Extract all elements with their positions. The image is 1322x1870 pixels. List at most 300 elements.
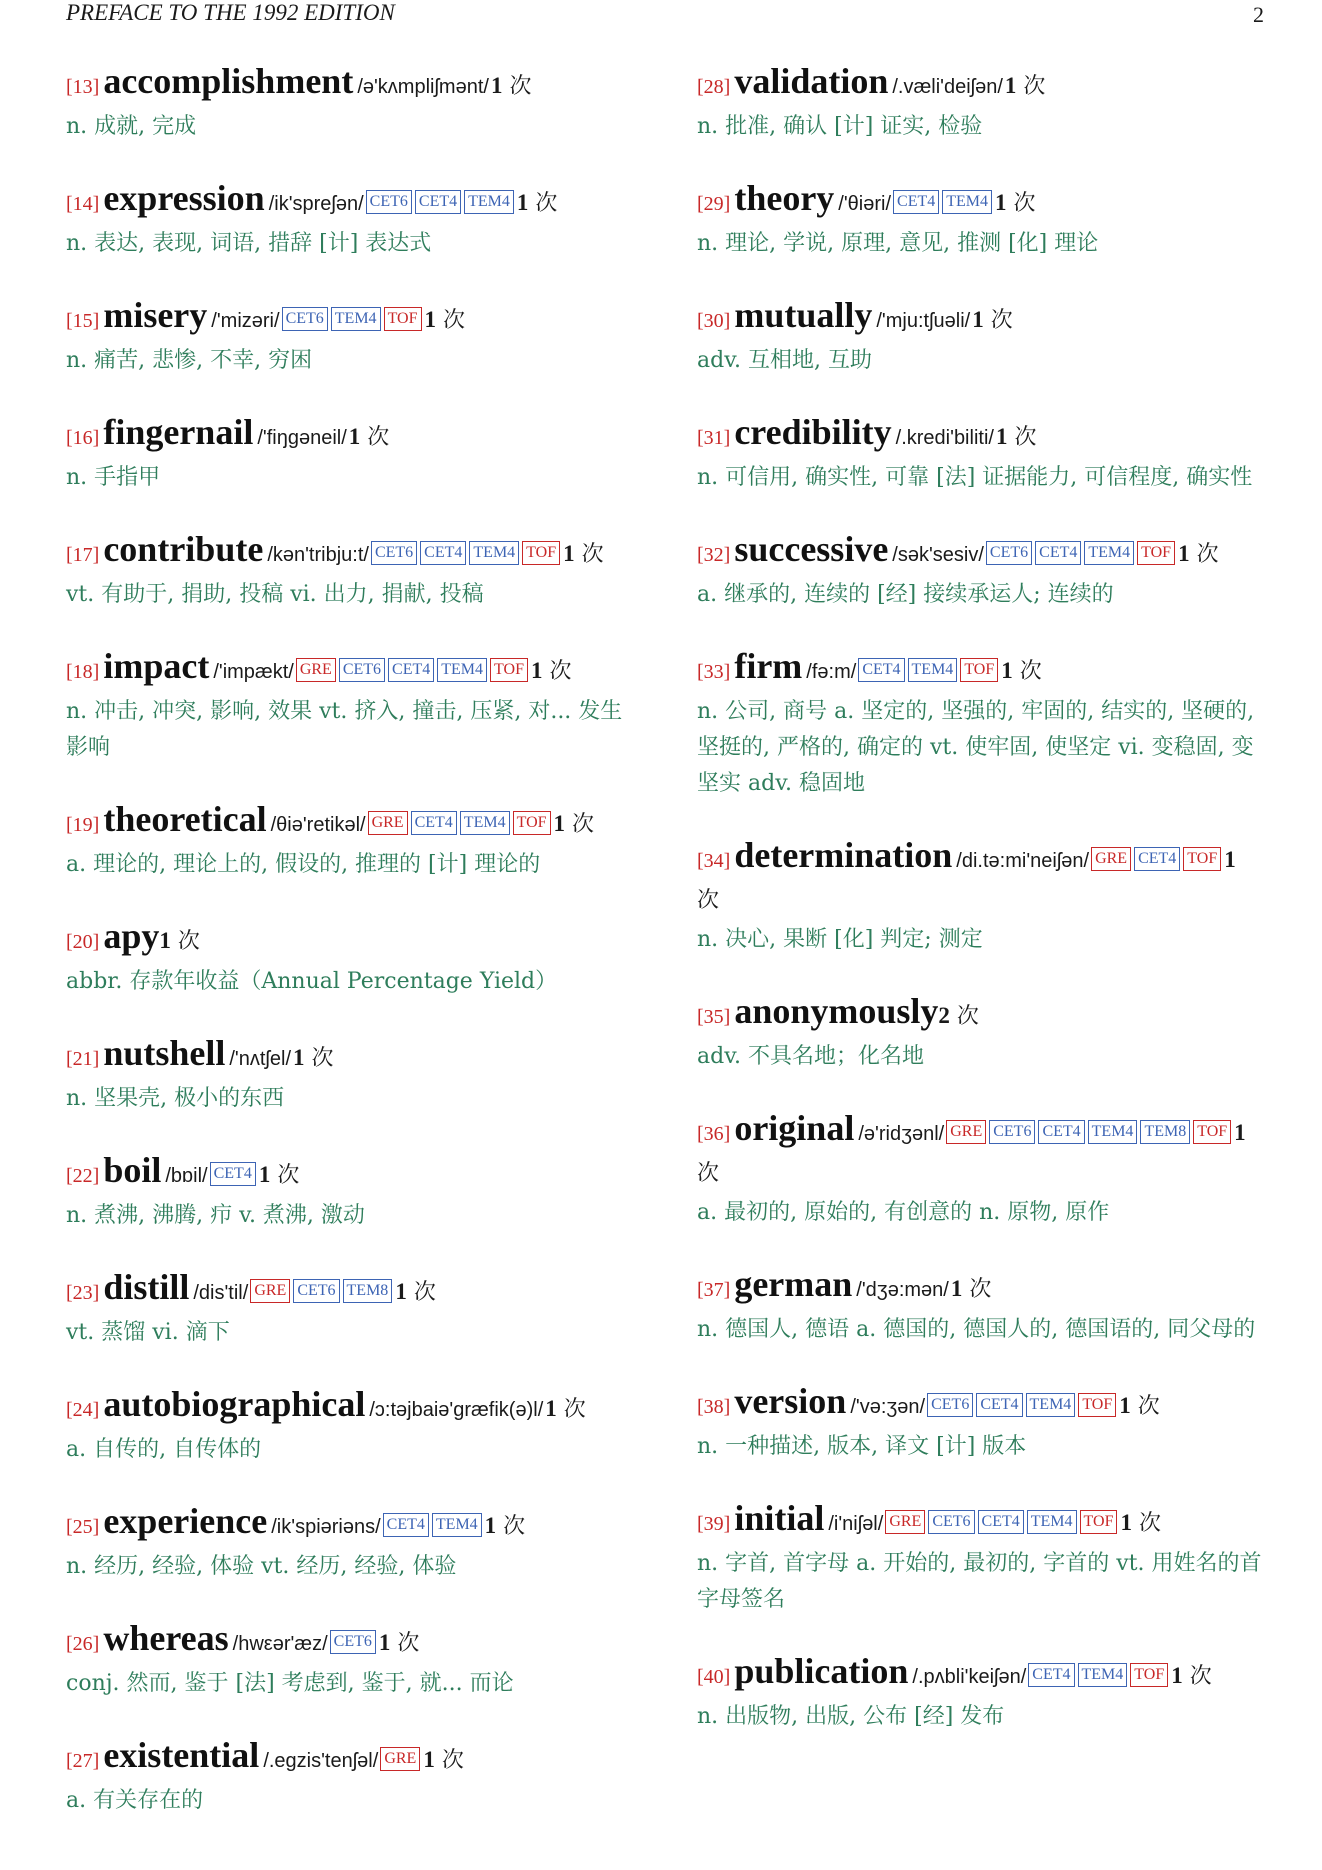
entry-index: [14] <box>66 193 100 215</box>
occurrence-count <box>259 1163 300 1188</box>
phonetic: /'dʒə:mən/ <box>856 1279 949 1301</box>
vocab-entry <box>66 1151 632 1234</box>
exam-tag: TEM4 <box>432 1513 482 1537</box>
exam-tag: TOF <box>522 541 560 565</box>
definition: a. 理论的, 理论上的, 假设的, 推理的 [计] 理论的 <box>66 852 541 877</box>
count-unit: 次 <box>969 1277 992 1302</box>
occurrence-count <box>531 659 572 684</box>
exam-tag: CET4 <box>411 811 457 835</box>
count-number: 1 <box>1004 73 1017 98</box>
count-unit: 次 <box>549 659 572 684</box>
entry-headline <box>697 1652 1263 1697</box>
phonetic: /.egzis'tenʃəl/ <box>263 1750 379 1772</box>
definition: vt. 有助于, 捐助, 投稿 vi. 出力, 捐献, 投稿 <box>66 582 484 607</box>
exam-tag: CET4 <box>415 190 461 214</box>
entry-headline <box>66 1034 632 1079</box>
entry-index: [16] <box>66 427 100 449</box>
exam-tag: TOF <box>1137 541 1175 565</box>
headword: determination <box>734 835 953 875</box>
exam-tag: GRE <box>1091 847 1131 871</box>
occurrence-count <box>491 74 532 99</box>
count-number: 1 <box>995 424 1008 449</box>
exam-tag: CET6 <box>293 1279 339 1303</box>
entry-index: [38] <box>697 1396 731 1418</box>
right-column <box>697 62 1263 1769</box>
count-unit: 次 <box>572 812 595 837</box>
occurrence-count <box>563 542 604 567</box>
headword: accomplishment <box>103 61 354 101</box>
occurrence-count <box>159 929 200 954</box>
entry-headline <box>697 296 1263 341</box>
count-unit: 次 <box>177 929 200 954</box>
entry-index: [28] <box>697 76 731 98</box>
entry-index: [40] <box>697 1666 731 1688</box>
exam-tag: TEM8 <box>343 1279 393 1303</box>
entry-headline <box>697 1382 1263 1427</box>
headword: impact <box>103 646 210 686</box>
occurrence-count <box>517 191 558 216</box>
vocab-entry <box>66 62 632 145</box>
phonetic: /'mju:tʃuəli/ <box>876 310 971 332</box>
exam-tag: TEM8 <box>1140 1120 1190 1144</box>
definition: n. 一种描述, 版本, 译文 [计] 版本 <box>697 1434 1027 1459</box>
exam-tag: TOF <box>490 658 528 682</box>
exam-tag: CET6 <box>989 1120 1035 1144</box>
vocab-entry <box>697 1265 1263 1348</box>
definition: n. 可信用, 确实性, 可靠 [法] 证据能力, 可信程度, 确实性 <box>697 465 1253 490</box>
entry-index: [26] <box>66 1633 100 1655</box>
count-unit: 次 <box>397 1631 420 1656</box>
page-title: PREFACE TO THE 1992 EDITION <box>66 0 395 25</box>
occurrence-count <box>485 1514 526 1539</box>
count-number: 1 <box>348 424 361 449</box>
definition: n. 成就, 完成 <box>66 114 197 139</box>
phonetic: /fə:m/ <box>806 661 857 683</box>
entry-index: [18] <box>66 661 100 683</box>
count-number: 1 <box>1001 658 1013 683</box>
entry-index: [25] <box>66 1516 100 1538</box>
definition: conj. 然而, 鉴于 [法] 考虑到, 鉴于, 就... 而论 <box>66 1671 514 1696</box>
entry-index: [27] <box>66 1750 100 1772</box>
headword: expression <box>103 178 265 218</box>
entry-headline <box>66 647 632 692</box>
count-number: 1 <box>972 307 984 332</box>
definition: n. 痛苦, 悲惨, 不幸, 穷困 <box>66 348 313 373</box>
exam-tag: GRE <box>296 658 336 682</box>
vocab-entry <box>697 992 1263 1075</box>
exam-tag: CET4 <box>383 1513 429 1537</box>
headword: boil <box>103 1150 162 1190</box>
headword: whereas <box>103 1618 229 1658</box>
definition: n. 出版物, 出版, 公布 [经] 发布 <box>697 1704 1005 1729</box>
exam-tag: TOF <box>1080 1510 1118 1534</box>
count-number: 1 <box>423 1747 435 1772</box>
vocab-entry <box>66 1619 632 1702</box>
phonetic: /sək'sesiv/ <box>892 544 984 566</box>
entry-index: [31] <box>697 427 731 449</box>
exam-tag: CET4 <box>978 1510 1024 1534</box>
entry-index: [21] <box>66 1048 100 1070</box>
headword: version <box>734 1381 847 1421</box>
occurrence-count <box>1171 1664 1212 1689</box>
headword: misery <box>103 295 208 335</box>
entry-index: [22] <box>66 1165 100 1187</box>
count-number: 1 <box>995 190 1007 215</box>
count-number: 1 <box>1224 847 1236 872</box>
entry-headline <box>66 62 632 107</box>
count-number: 1 <box>545 1396 557 1421</box>
count-unit: 次 <box>277 1163 300 1188</box>
headword: credibility <box>734 412 892 452</box>
count-unit: 次 <box>443 308 466 333</box>
vocab-entry <box>697 530 1263 613</box>
phonetic: /'fiŋɡəneil/ <box>257 427 347 449</box>
entry-headline <box>66 530 632 575</box>
headword: firm <box>734 646 803 686</box>
phonetic: /kən'tribju:t/ <box>267 544 369 566</box>
page-header <box>66 0 1264 30</box>
count-unit: 次 <box>697 888 720 913</box>
exam-tag: TEM4 <box>1084 541 1134 565</box>
headword: contribute <box>103 529 264 569</box>
headword: mutually <box>734 295 873 335</box>
vocab-entry <box>66 179 632 262</box>
vocab-entry <box>66 1736 632 1819</box>
page-number: 2 <box>1253 2 1264 27</box>
headword: theory <box>734 178 835 218</box>
count-number: 1 <box>159 928 171 953</box>
entry-headline <box>697 413 1263 458</box>
occurrence-count <box>938 1004 979 1029</box>
entry-index: [32] <box>697 544 731 566</box>
exam-tag: TEM4 <box>1078 1663 1128 1687</box>
phonetic: /'θiəri/ <box>838 193 892 215</box>
occurrence-count <box>1120 1511 1161 1536</box>
phonetic: /dis'til/ <box>193 1282 249 1304</box>
entry-index: [24] <box>66 1399 100 1421</box>
occurrence-count <box>995 191 1036 216</box>
definition: n. 字首, 首字母 a. 开始的, 最初的, 字首的 vt. 用姓名的首字母签名 <box>697 1551 1262 1612</box>
entry-index: [37] <box>697 1279 731 1301</box>
exam-tag: CET4 <box>1035 541 1081 565</box>
count-unit: 次 <box>1137 1394 1160 1419</box>
exam-tag: CET4 <box>1028 1663 1074 1687</box>
entry-index: [20] <box>66 931 100 953</box>
headword: german <box>734 1264 853 1304</box>
count-number: 1 <box>1120 1510 1132 1535</box>
definition: n. 批准, 确认 [计] 证实, 检验 <box>697 114 983 139</box>
entry-headline <box>697 647 1263 692</box>
definition: abbr. 存款年收益（Annual Percentage Yield） <box>66 969 558 994</box>
count-number: 1 <box>530 658 543 683</box>
entry-headline <box>66 1736 632 1781</box>
exam-tag: TOF <box>1193 1120 1231 1144</box>
count-unit: 次 <box>441 1748 464 1773</box>
count-unit: 次 <box>1196 542 1219 567</box>
vocab-entry <box>66 1502 632 1585</box>
exam-tag: CET4 <box>210 1162 256 1186</box>
occurrence-count <box>996 425 1037 450</box>
count-number: 2 <box>938 1003 950 1028</box>
exam-tag: CET6 <box>330 1630 376 1654</box>
count-unit: 次 <box>1189 1664 1212 1689</box>
count-number: 1 <box>258 1162 271 1187</box>
entry-index: [35] <box>697 1006 731 1028</box>
phonetic: /.kredi'biliti/ <box>895 427 994 449</box>
count-unit: 次 <box>697 1161 720 1186</box>
occurrence-count <box>1178 542 1219 567</box>
exam-tag: TEM4 <box>469 541 519 565</box>
definition: a. 自传的, 自传体的 <box>66 1437 262 1462</box>
headword: autobiographical <box>103 1384 366 1424</box>
headword: fingernail <box>103 412 254 452</box>
phonetic: /i'niʃəl/ <box>828 1513 884 1535</box>
count-unit: 次 <box>503 1514 526 1539</box>
headword: initial <box>734 1498 825 1538</box>
exam-tag: GRE <box>946 1120 986 1144</box>
entry-headline <box>66 1502 632 1547</box>
entry-index: [19] <box>66 814 100 836</box>
exam-tag: CET6 <box>366 190 412 214</box>
headword: theoretical <box>103 799 267 839</box>
entry-index: [23] <box>66 1282 100 1304</box>
vocab-entry <box>66 530 632 613</box>
vocab-entry <box>697 1652 1263 1735</box>
vocab-entry <box>66 800 632 883</box>
count-unit: 次 <box>563 1397 586 1422</box>
phonetic: /.væli'deiʃən/ <box>892 76 1003 98</box>
occurrence-count <box>425 308 466 333</box>
count-number: 1 <box>1234 1120 1246 1145</box>
occurrence-count <box>1119 1394 1160 1419</box>
entry-headline <box>66 800 632 845</box>
entry-index: [15] <box>66 310 100 332</box>
exam-tag: TEM4 <box>1026 1393 1076 1417</box>
definition: a. 有关存在的 <box>66 1788 204 1813</box>
count-number: 1 <box>516 190 529 215</box>
entry-index: [36] <box>697 1123 731 1145</box>
definition: adv. 不具名地；化名地 <box>697 1044 925 1069</box>
occurrence-count <box>293 1046 334 1071</box>
count-number: 1 <box>553 811 566 836</box>
exam-tag: TOF <box>1130 1663 1168 1687</box>
vocab-entry <box>66 917 632 1000</box>
phonetic: /ə'kʌmpliʃmənt/ <box>357 76 489 98</box>
count-unit: 次 <box>535 191 558 216</box>
phonetic: /bɒil/ <box>165 1165 208 1187</box>
exam-tag: CET4 <box>976 1393 1022 1417</box>
occurrence-count <box>395 1280 436 1305</box>
exam-tag: TOF <box>1078 1393 1116 1417</box>
entry-headline <box>697 62 1263 107</box>
definition: a. 继承的, 连续的 [经] 接续承运人; 连续的 <box>697 582 1114 607</box>
count-number: 1 <box>490 73 503 98</box>
entry-headline <box>66 1385 632 1430</box>
entry-index: [17] <box>66 544 100 566</box>
occurrence-count <box>554 812 595 837</box>
exam-tag: TEM4 <box>908 658 958 682</box>
vocab-entry <box>66 296 632 379</box>
exam-tag: CET4 <box>893 190 939 214</box>
vocab-entry <box>697 1109 1263 1231</box>
headword: experience <box>103 1501 268 1541</box>
entry-headline <box>697 179 1263 224</box>
exam-tag: TEM4 <box>1027 1510 1077 1534</box>
occurrence-count <box>951 1277 992 1302</box>
exam-tag: CET4 <box>858 658 904 682</box>
headword: anonymously <box>734 991 939 1031</box>
count-unit: 次 <box>1023 74 1046 99</box>
phonetic: /di.tə:mi'neiʃən/ <box>956 850 1090 872</box>
entry-headline <box>697 1499 1263 1544</box>
phonetic: /ik'spreʃən/ <box>268 193 364 215</box>
exam-tag: GRE <box>368 811 408 835</box>
entry-index: [13] <box>66 76 100 98</box>
phonetic: /ɔ:təjbaiə'ɡræfik(ə)l/ <box>369 1399 544 1421</box>
exam-tag: TEM4 <box>942 190 992 214</box>
exam-tag: CET4 <box>420 541 466 565</box>
exam-tag: TEM4 <box>460 811 510 835</box>
entry-headline <box>66 1619 632 1664</box>
headword: original <box>734 1108 855 1148</box>
phonetic: /'impækt/ <box>213 661 294 683</box>
occurrence-count <box>423 1748 464 1773</box>
occurrence-count <box>972 308 1013 333</box>
phonetic: /hwεər'æz/ <box>232 1633 328 1655</box>
exam-tag: CET6 <box>928 1510 974 1534</box>
count-unit: 次 <box>1013 191 1036 216</box>
occurrence-count <box>1001 659 1042 684</box>
exam-tag: CET4 <box>1038 1120 1084 1144</box>
count-number: 1 <box>950 1276 963 1301</box>
definition: n. 经历, 经验, 体验 vt. 经历, 经验, 体验 <box>66 1554 457 1579</box>
count-unit: 次 <box>413 1280 436 1305</box>
vocab-entry <box>66 647 632 766</box>
exam-tag: CET6 <box>986 541 1032 565</box>
headword: distill <box>103 1267 190 1307</box>
exam-tag: TEM4 <box>1088 1120 1138 1144</box>
vocab-entry <box>697 1499 1263 1618</box>
vocab-entry <box>697 647 1263 802</box>
definition: n. 理论, 学说, 原理, 意见, 推测 [化] 理论 <box>697 231 1099 256</box>
exam-tag: GRE <box>885 1510 925 1534</box>
count-unit: 次 <box>311 1046 334 1071</box>
occurrence-count <box>545 1397 586 1422</box>
vocab-entry <box>66 1268 632 1351</box>
headword: nutshell <box>103 1033 226 1073</box>
count-unit: 次 <box>956 1004 979 1029</box>
count-unit: 次 <box>1019 659 1042 684</box>
phonetic: /'nʌtʃel/ <box>229 1048 291 1070</box>
count-unit: 次 <box>509 74 532 99</box>
left-column <box>66 62 632 1853</box>
definition: n. 公司, 商号 a. 坚定的, 坚强的, 牢固的, 结实的, 坚硬的, 坚挺的, 严格的, 确定的 vt. 使牢固, 使坚定 vi. 变稳固, 变坚实 adv. 稳固地 <box>697 699 1255 796</box>
occurrence-count <box>379 1631 420 1656</box>
phonetic: /'və:ʒən/ <box>850 1396 926 1418</box>
count-unit: 次 <box>1138 1511 1161 1536</box>
entry-headline <box>697 1265 1263 1310</box>
definition: n. 坚果壳, 极小的东西 <box>66 1086 285 1111</box>
entry-headline <box>697 992 1263 1037</box>
vocab-entry <box>697 296 1263 379</box>
vocab-entry <box>66 1385 632 1468</box>
headword: existential <box>103 1735 260 1775</box>
entry-index: [30] <box>697 310 731 332</box>
vocab-entry <box>697 413 1263 496</box>
definition: n. 德国人, 德语 a. 德国的, 德国人的, 德国语的, 同父母的 <box>697 1317 1256 1342</box>
headword: publication <box>734 1651 909 1691</box>
entry-index: [39] <box>697 1513 731 1535</box>
exam-tag: CET4 <box>1134 847 1180 871</box>
occurrence-count <box>1005 74 1046 99</box>
count-number: 1 <box>293 1045 305 1070</box>
occurrence-count <box>349 425 390 450</box>
count-number: 1 <box>484 1513 497 1538</box>
count-number: 1 <box>378 1630 391 1655</box>
definition: n. 决心, 果断 [化] 判定; 测定 <box>697 927 983 952</box>
count-unit: 次 <box>367 425 390 450</box>
phonetic: /'mizəri/ <box>211 310 280 332</box>
count-unit: 次 <box>1014 425 1037 450</box>
definition: n. 表达, 表现, 词语, 措辞 [计] 表达式 <box>66 231 432 256</box>
vocab-entry <box>697 179 1263 262</box>
entry-index: [34] <box>697 850 731 872</box>
exam-tag: GRE <box>380 1747 420 1771</box>
count-number: 1 <box>563 541 575 566</box>
vocab-entry <box>697 62 1263 145</box>
exam-tag: TOF <box>384 307 422 331</box>
entry-headline <box>697 530 1263 575</box>
count-number: 1 <box>1178 541 1190 566</box>
phonetic: /ə'ridʒənl/ <box>858 1123 945 1145</box>
definition: vt. 蒸馏 vi. 滴下 <box>66 1320 230 1345</box>
count-number: 1 <box>1119 1393 1131 1418</box>
exam-tag: TEM4 <box>437 658 487 682</box>
entry-headline <box>66 1151 632 1196</box>
vocab-entry <box>697 836 1263 958</box>
count-number: 1 <box>395 1279 407 1304</box>
exam-tag: CET6 <box>371 541 417 565</box>
exam-tag: CET6 <box>339 658 385 682</box>
entry-headline <box>66 917 632 962</box>
definition: n. 煮沸, 沸腾, 疖 v. 煮沸, 激动 <box>66 1203 365 1228</box>
exam-tag: TOF <box>513 811 551 835</box>
exam-tag: TEM4 <box>464 190 514 214</box>
count-unit: 次 <box>990 308 1013 333</box>
phonetic: /ik'spiəriəns/ <box>271 1516 381 1538</box>
count-unit: 次 <box>581 542 604 567</box>
entry-headline <box>66 296 632 341</box>
definition: a. 最初的, 原始的, 有创意的 n. 原物, 原作 <box>697 1200 1110 1225</box>
definition: n. 手指甲 <box>66 465 161 490</box>
entry-headline <box>66 179 632 224</box>
headword: successive <box>734 529 889 569</box>
exam-tag: TEM4 <box>331 307 381 331</box>
entry-headline <box>697 1109 1263 1193</box>
exam-tag: TOF <box>960 658 998 682</box>
entry-headline <box>66 413 632 458</box>
exam-tag: TOF <box>1183 847 1221 871</box>
count-number: 1 <box>424 307 436 332</box>
entry-index: [29] <box>697 193 731 215</box>
entry-headline <box>697 836 1263 920</box>
phonetic: /θiə'retikəl/ <box>270 814 366 836</box>
headword: validation <box>734 61 889 101</box>
vocab-entry <box>697 1382 1263 1465</box>
exam-tag: CET4 <box>388 658 434 682</box>
count-number: 1 <box>1171 1663 1183 1688</box>
headword: apy <box>103 916 160 956</box>
